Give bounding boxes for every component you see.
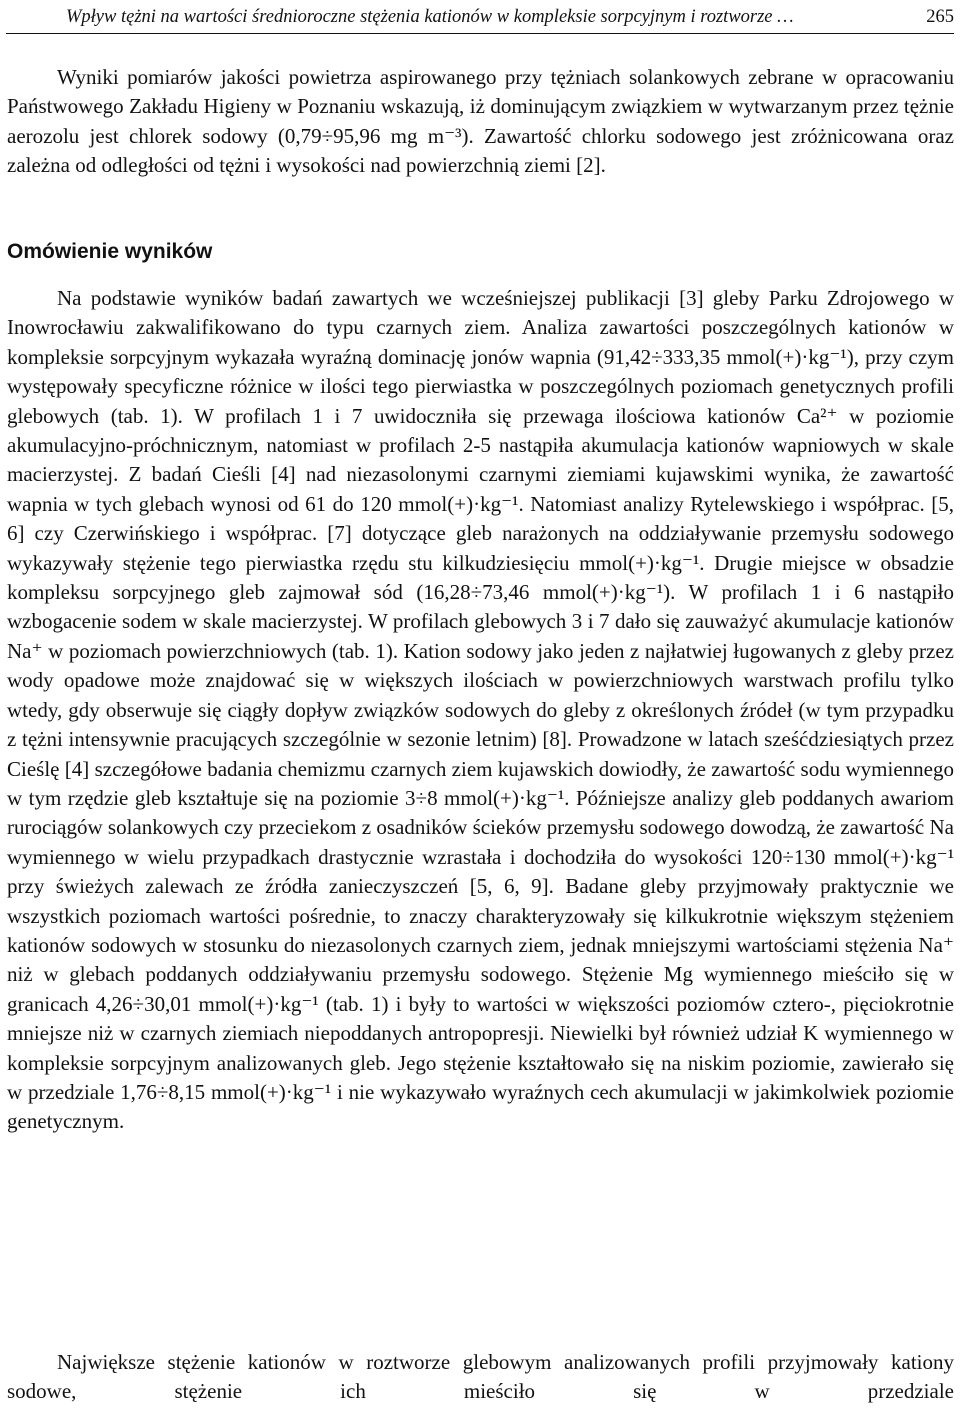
intro-block (7, 63, 954, 181)
header-rule (6, 33, 954, 34)
running-header (66, 2, 954, 32)
final-block (7, 1348, 954, 1407)
running-title: Wpływ tężni na wartości średnioroczne stężenia kationów w kompleksie sorpcyjnym i roztworze … (66, 7, 794, 27)
final-paragraph: Największe stężenie kationów w roztworze glebowym analizowanych profili przyjmowały kationy sodowe, stężenie ich mieściło się w przedziale (7, 1350, 954, 1404)
results-paragraph: Na podstawie wyników badań zawartych we wcześniejszej publikacji [3] gleby Parku Zdrojowego w Inowrocławiu zakwalifikowano do typu czarnych ziem. Analiza zawartości poszczególnych kationów w kompleksie sorpcyjnym wykazała wyraźną dominację jonów wapnia (91,42÷333,35 mmol(+)·kg⁻¹), przy czym występowały specyficzne różnice w ilości tego pierwiastka w poszczególnych poziomach genetycznych profili glebowych (tab. 1). W profilach 1 i 7 uwidoczniła się przewaga ilościowa kationów Ca²⁺ w poziomie akumulacyjno-próchnicznym, natomiast w profilach 2-5 nastąpiła akumulacja kationów wapniowych w skale macierzystej. Z badań Cieśli [4] nad niezasolonymi czarnymi ziemiami kujawskimi wynika, że zawartość wapnia w tych glebach wynosi od 61 do 120 mmol(+)·kg⁻¹. Natomiast analizy Rytelewskiego i współprac. [5, 6] czy Czerwińskiego i współprac. [7] dotyczące gleb narażonych na oddziaływanie przemysłu sodowego wykazywały stężenie tego pierwiastka rzędu stu kilkudziesięciu mmol(+)·kg⁻¹. Drugie miejsce w obsadzie kompleksu sorpcyjnego gleb zajmował sód (16,28÷73,46 mmol(+)·kg⁻¹). W profilach 1 i 6 nastąpiło wzbogacenie sodem w skale macierzystej. W profilach glebowych 3 i 7 dało się zauważyć akumulacje kationów Na⁺ w poziomach powierzchniowych (tab. 1). Kation sodowy jako jeden z najłatwiej ługowanych z gleby przez wody opadowe może znajdować się w większych ilościach w powierzchniowych warstwach profilu tylko wtedy, gdy obserwuje się ciągły dopływ związków sodowych do gleby z określonych źródeł (w tym przypadku z tężni intensywnie pracujących szczególnie w sezonie letnim) [8]. Prowadzone w latach sześćdziesiątych przez Cieślę [4] szczegółowe badania chemizmu czarnych ziem kujawskich dowiodły, że zawartość sodu wymiennego w tym rzędzie gleb kształtuje się na poziomie 3÷8 mmol(+)·kg⁻¹. Późniejsze analizy gleb poddanych awariom rurociągów solankowych czy przeciekom z osadników ścieków przemysłu sodowego dowodzą, że zawartość Na wymiennego w wielu przypadkach drastycznie wzrastała i dochodziła do wysokości 120÷130 mmol(+)·kg⁻¹ przy świeżych zalewach ze źródła zanieczyszczeń [5, 6, 9]. Badane gleby przyjmowały praktycznie we wszystkich poziomach wartości pośrednie, to znaczy charakteryzowały się kilkukrotnie większym stężeniem kationów sodowych w stosunku do niezasolonych czarnych ziem, jednak mniejszymi wartościami stężenia Na⁺ niż w glebach poddanych oddziaływaniu przemysłu sodowego. Stężenie Mg wymiennego mieściło się w granicach 4,26÷30,01 mmol(+)·kg⁻¹ (tab. 1) i były to wartości w większości poziomów cztero-, pięciokrotnie mniejsze niż w czarnych ziemiach niepoddanych antropopresji. Niewielki był również udział K wymiennego w kompleksie sorpcyjnym analizowanych gleb. Jego stężenie kształtowało się na niskim poziomie, zawierało się w przedziale 1,76÷8,15 mmol(+)·kg⁻¹ i nie wykazywało wyraźnych cech akumulacji w jakimkolwiek poziomie genetycznym. (7, 286, 954, 1134)
page-number: 265 (926, 7, 954, 27)
results-block (7, 284, 954, 1137)
intro-paragraph: Wyniki pomiarów jakości powietrza aspirowanego przy tężniach solankowych zebrane w opracowaniu Państwowego Zakładu Higieny w Poznaniu wskazują, iż dominującym związkiem w wytwarzanym przez tężnie aerozolu jest chlorek sodowy (0,79÷95,96 mg m⁻³). Zawartość chlorku sodowego jest zróżnicowana oraz zależna od odległości od tężni i wysokości nad powierzchnią ziemi [2]. (7, 65, 954, 178)
section-heading: Omówienie wyników (7, 240, 213, 263)
